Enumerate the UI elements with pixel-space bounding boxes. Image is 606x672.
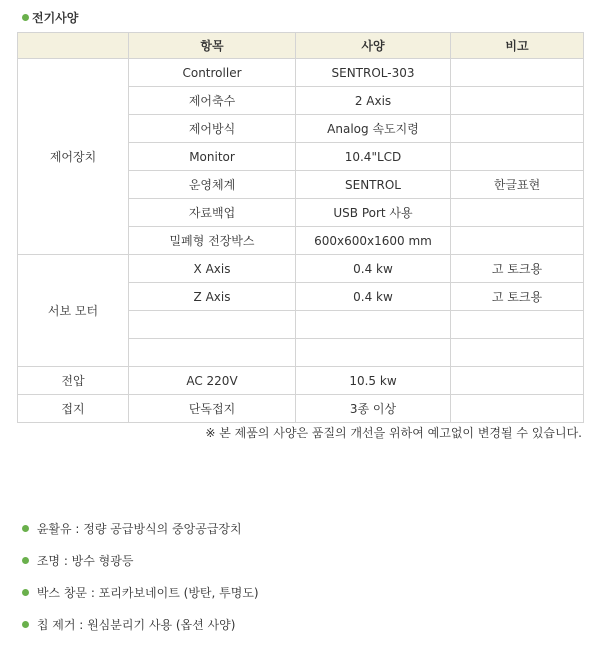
- spec-cell: 10.4"LCD: [296, 143, 451, 171]
- note-cell: [451, 227, 584, 255]
- spec-cell: [296, 339, 451, 367]
- feature-text: 조명 : 방수 형광등: [36, 554, 134, 568]
- feature-list: [22, 520, 259, 648]
- feature-text: 윤활유 : 정량 공급방식의 중앙공급장치: [36, 522, 242, 536]
- note-cell: [451, 115, 584, 143]
- spec-cell: 0.4 kw: [296, 255, 451, 283]
- bullet-dot-icon: [22, 621, 29, 628]
- group-cell-ground: 접지: [18, 395, 129, 423]
- header-cell-category: [18, 33, 129, 59]
- item-cell: Controller: [129, 59, 296, 87]
- header-cell-spec: 사양: [296, 33, 451, 59]
- note-cell: [451, 87, 584, 115]
- header-cell-item: 항목: [129, 33, 296, 59]
- section-title: [22, 10, 78, 26]
- feature-text: 박스 창문 : 포리카보네이트 (방탄, 투명도): [36, 586, 259, 600]
- item-cell: Monitor: [129, 143, 296, 171]
- note-cell: [451, 367, 584, 395]
- item-cell: 자료백업: [129, 199, 296, 227]
- item-cell: [129, 339, 296, 367]
- spec-table: [17, 32, 584, 423]
- spec-cell: Analog 속도지령: [296, 115, 451, 143]
- note-cell: 고 토크용: [451, 283, 584, 311]
- group-cell-servo: 서보 모터: [18, 255, 129, 367]
- spec-cell: 10.5 kw: [296, 367, 451, 395]
- item-cell: 제어축수: [129, 87, 296, 115]
- list-item: [22, 584, 259, 602]
- feature-text: 칩 제거 : 원심분리기 사용 (옵션 사양): [36, 618, 236, 632]
- group-cell-control: 제어장치: [18, 59, 129, 255]
- spec-cell: USB Port 사용: [296, 199, 451, 227]
- note-cell: 고 토크용: [451, 255, 584, 283]
- item-cell: AC 220V: [129, 367, 296, 395]
- table-row: [18, 255, 584, 283]
- table-row: [18, 367, 584, 395]
- note-cell: [451, 143, 584, 171]
- header-cell-note: 비고: [451, 33, 584, 59]
- item-cell: X Axis: [129, 255, 296, 283]
- spec-cell: 3종 이상: [296, 395, 451, 423]
- spec-cell: 0.4 kw: [296, 283, 451, 311]
- list-item: [22, 616, 259, 634]
- item-cell: 제어방식: [129, 115, 296, 143]
- note-cell: [451, 339, 584, 367]
- item-cell: 단독접지: [129, 395, 296, 423]
- spec-cell: [296, 311, 451, 339]
- spec-cell: 2 Axis: [296, 87, 451, 115]
- table-row: [18, 59, 584, 87]
- spec-cell: SENTROL: [296, 171, 451, 199]
- section-title-text: 전기사양: [32, 11, 79, 25]
- bullet-dot-icon: [22, 589, 29, 596]
- disclaimer-note: ※ 본 제품의 사양은 품질의 개선을 위하여 예고없이 변경될 수 있습니다.: [205, 426, 582, 440]
- item-cell: Z Axis: [129, 283, 296, 311]
- note-cell: [451, 395, 584, 423]
- spec-cell: SENTROL-303: [296, 59, 451, 87]
- note-cell: 한글표현: [451, 171, 584, 199]
- note-cell: [451, 199, 584, 227]
- table-header-row: [18, 33, 584, 59]
- note-cell: [451, 59, 584, 87]
- spec-cell: 600x600x1600 mm: [296, 227, 451, 255]
- item-cell: [129, 311, 296, 339]
- group-cell-voltage: 전압: [18, 367, 129, 395]
- bullet-dot-icon: [22, 14, 29, 21]
- list-item: [22, 552, 259, 570]
- item-cell: 운영체계: [129, 171, 296, 199]
- bullet-dot-icon: [22, 557, 29, 564]
- table-row: [18, 395, 584, 423]
- item-cell: 밀폐형 전장박스: [129, 227, 296, 255]
- bullet-dot-icon: [22, 525, 29, 532]
- note-cell: [451, 311, 584, 339]
- list-item: [22, 520, 259, 538]
